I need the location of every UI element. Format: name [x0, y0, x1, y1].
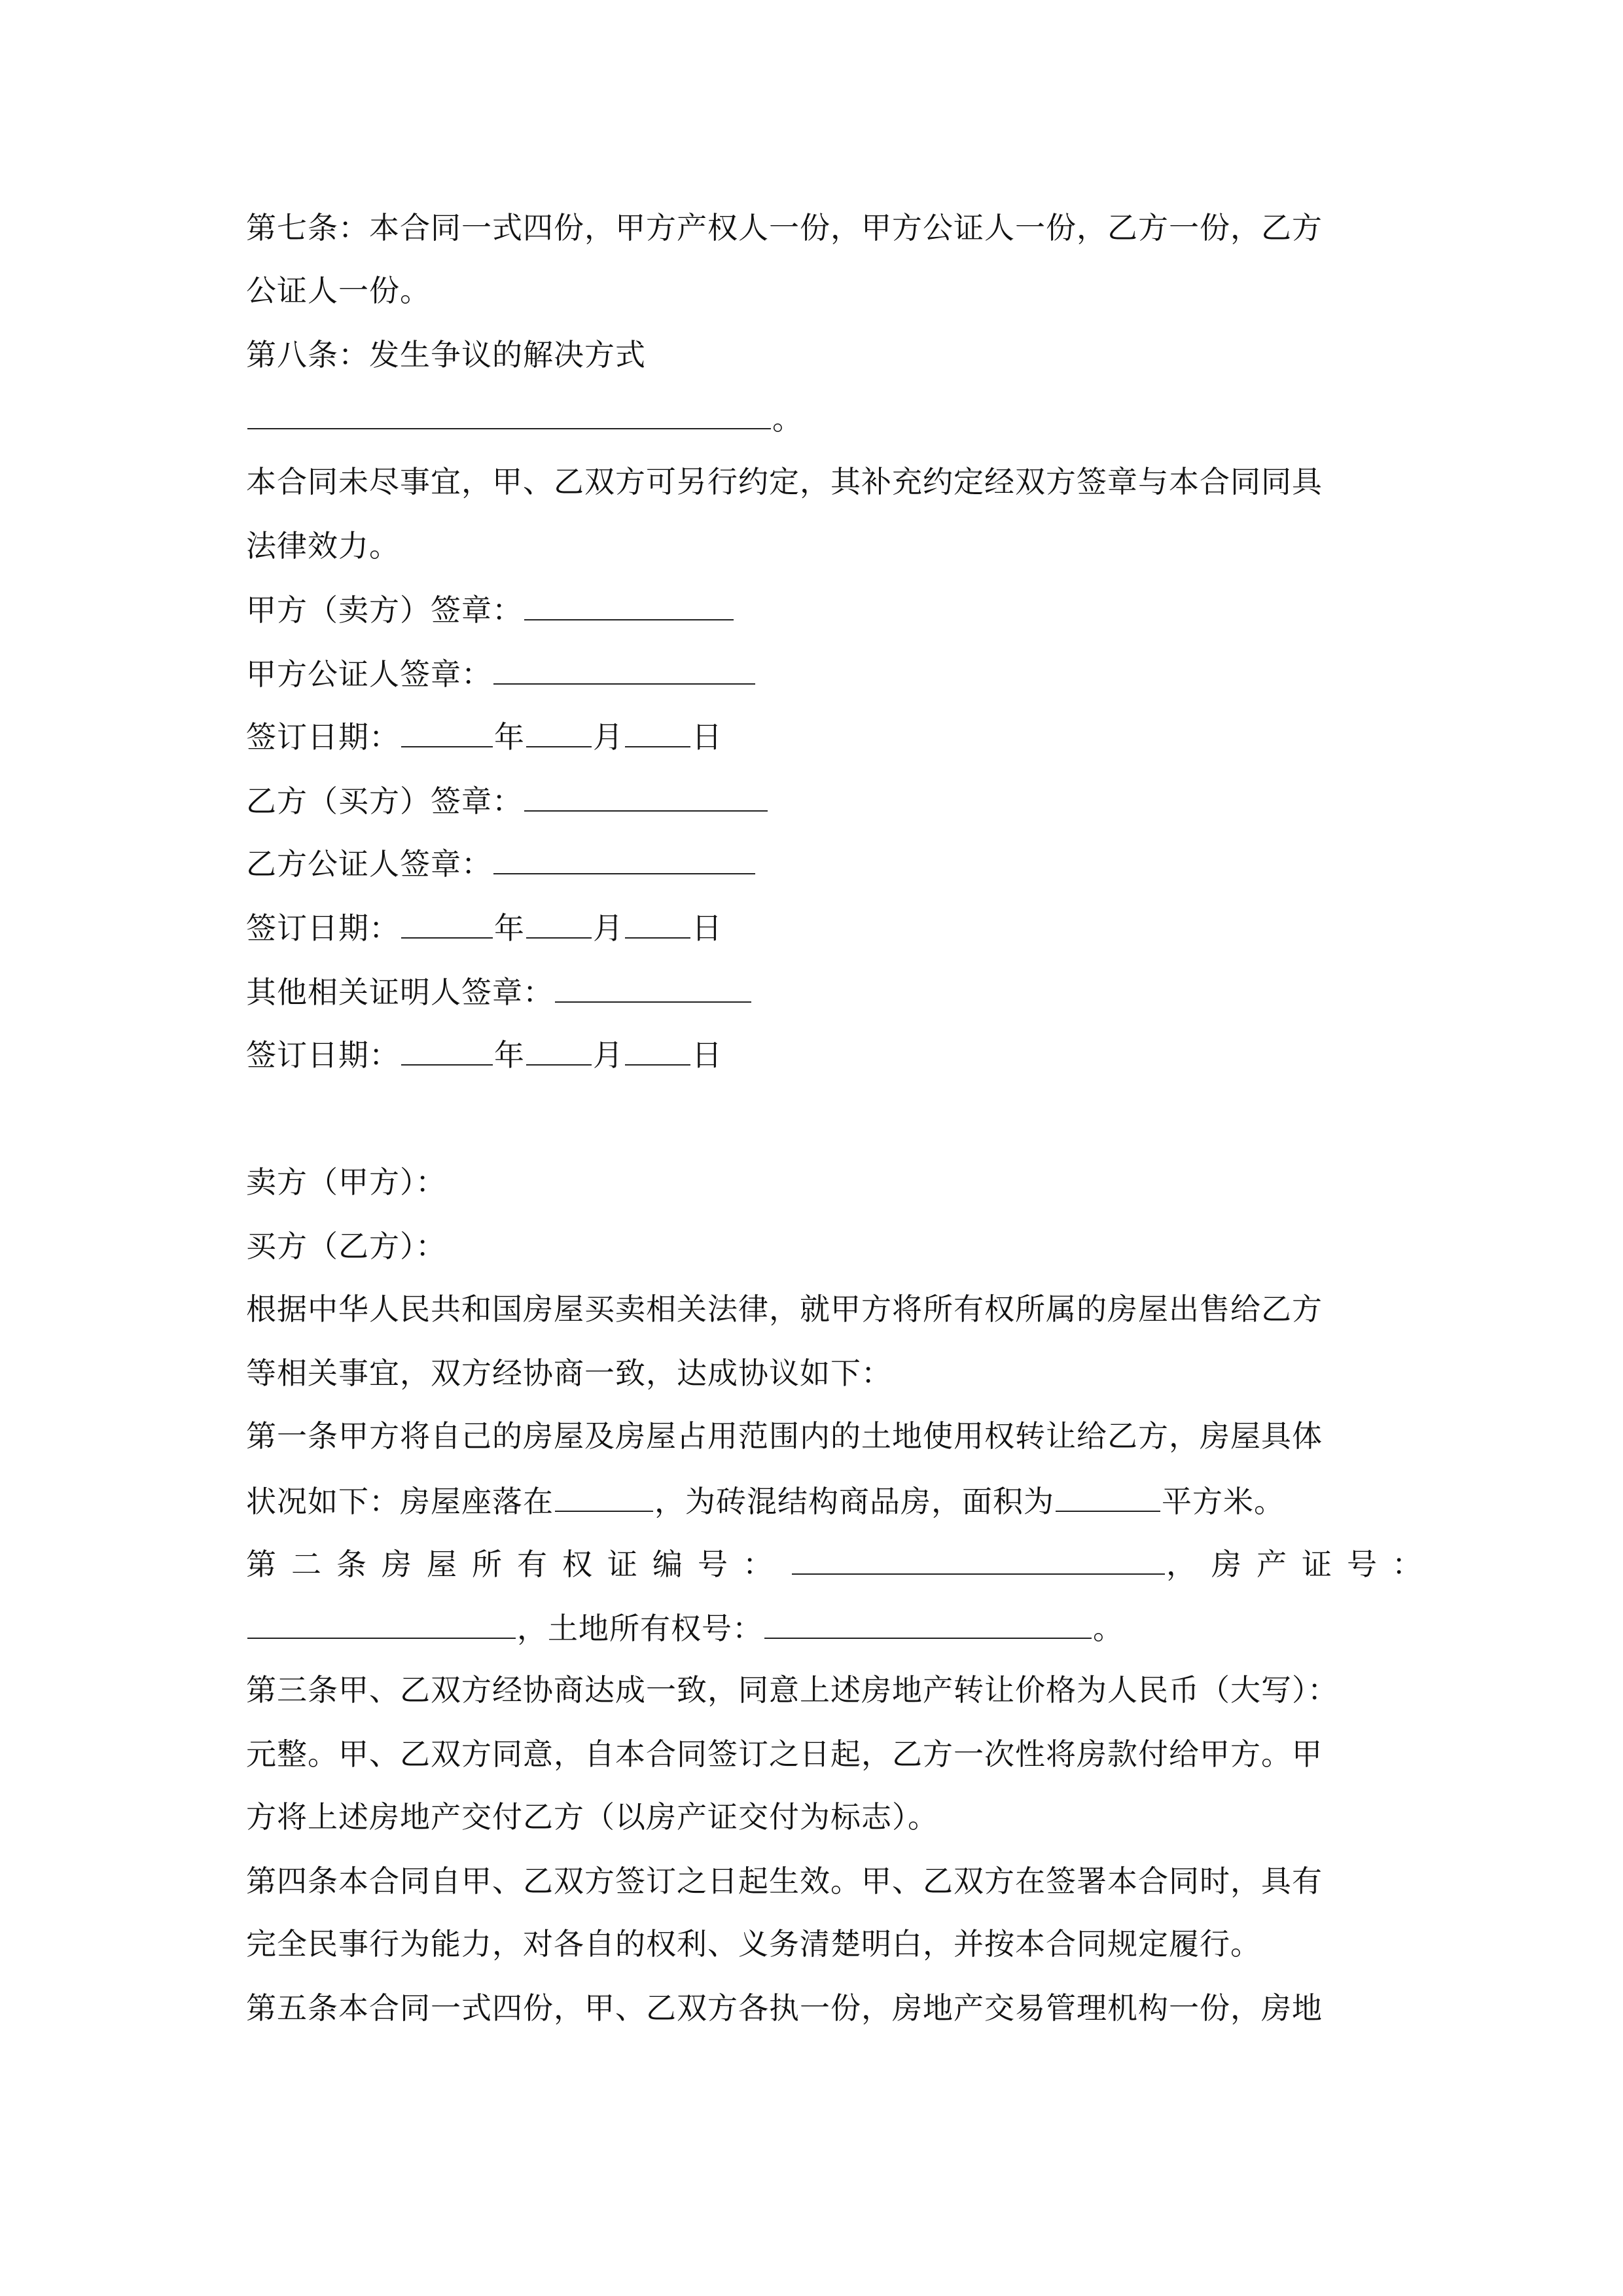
article-3-line-1: 第三条甲、乙双方经协商达成一致，同意上述房地产转让价格为人民币（大写）：	[246, 1672, 1338, 1708]
party-a-notary-row	[246, 653, 757, 692]
article-1-structure-text: ，为砖混结构商品房，面积为	[654, 1484, 1054, 1519]
party-a-seal-blank[interactable]	[524, 589, 734, 620]
article-4-line-1: 第四条本合同自甲、乙双方签订之日起生效。甲、乙双方在签署本合同时，具有	[246, 1863, 1323, 1899]
other-witness-blank[interactable]	[555, 971, 751, 1003]
sign-date-row-2	[246, 907, 722, 946]
sign-date-label: 签订日期：	[246, 1037, 400, 1073]
article-5-line-1: 第五条本合同一式四份，甲、乙双方各执一份，房地产交易管理机构一份，房地	[246, 1990, 1323, 2026]
day-blank[interactable]	[625, 907, 690, 939]
party-b-notary-blank[interactable]	[493, 843, 755, 874]
supplement-line-2: 法律效力。	[246, 528, 400, 564]
article-2-end: 。	[1093, 1611, 1124, 1646]
party-b-notary-row	[246, 843, 757, 882]
article-3-line-2: 元整。甲、乙双方同意，自本合同签订之日起，乙方一次性将房款付给甲方。甲	[246, 1736, 1323, 1772]
article-4-line-2: 完全民事行为能力，对各自的权利、义务清楚明白，并按本合同规定履行。	[246, 1926, 1261, 1962]
day-label: 日	[692, 1037, 722, 1073]
month-blank[interactable]	[526, 716, 592, 747]
article-7-line-2: 公证人一份。	[246, 273, 431, 308]
preamble-line-2: 等相关事宜，双方经协商一致，达成协议如下：	[246, 1355, 892, 1391]
month-label: 月	[593, 1037, 624, 1073]
sign-date-label: 签订日期：	[246, 719, 400, 755]
ownership-certificate-label: 第二条房屋所有权证编号：	[246, 1547, 788, 1582]
party-a-seal-row	[246, 589, 735, 628]
property-certificate-blank[interactable]	[247, 1607, 516, 1639]
party-a-seal-label: 甲方（卖方）签章：	[246, 592, 523, 628]
party-b-seal-blank[interactable]	[524, 780, 768, 812]
preamble-line-1: 根据中华人民共和国房屋买卖相关法律，就甲方将所有权所属的房屋出售给乙方	[246, 1291, 1323, 1327]
month-label: 月	[593, 719, 624, 755]
article-8-end: 。	[772, 401, 803, 437]
sign-date-row-1	[246, 716, 722, 755]
other-witness-row	[246, 971, 753, 1011]
sign-date-label: 签订日期：	[246, 910, 400, 946]
party-a-notary-label: 甲方公证人签章：	[246, 656, 492, 692]
ownership-certificate-blank[interactable]	[792, 1543, 1165, 1575]
year-label: 年	[494, 719, 525, 755]
day-label: 日	[692, 719, 722, 755]
land-ownership-blank[interactable]	[764, 1607, 1092, 1639]
article-8-blank-line	[246, 398, 803, 437]
supplement-line-1: 本合同未尽事宜，甲、乙双方可另行约定，其补充约定经双方签章与本合同同具	[246, 464, 1323, 499]
house-area-blank[interactable]	[1056, 1480, 1160, 1512]
article-1-line-2	[246, 1480, 1285, 1520]
party-a-notary-blank[interactable]	[493, 653, 755, 685]
party-b-notary-label: 乙方公证人签章：	[246, 846, 492, 882]
sign-date-row-3	[246, 1034, 722, 1073]
year-blank[interactable]	[401, 907, 493, 939]
article-1-area-unit: 平方米。	[1162, 1484, 1285, 1519]
year-blank[interactable]	[401, 1034, 493, 1066]
land-ownership-label: ，土地所有权号：	[517, 1611, 763, 1646]
other-witness-label: 其他相关证明人签章：	[246, 975, 554, 1010]
article-2-line-1	[246, 1543, 1437, 1583]
dispute-resolution-blank[interactable]	[247, 398, 771, 429]
property-certificate-label: ，房产证号：	[1166, 1547, 1437, 1582]
article-2-line-2	[246, 1607, 1124, 1647]
year-blank[interactable]	[401, 716, 493, 747]
article-1-line-1: 第一条甲方将自己的房屋及房屋占用范围内的土地使用权转让给乙方，房屋具体	[246, 1418, 1323, 1454]
day-blank[interactable]	[625, 1034, 690, 1066]
party-b-seal-row	[246, 780, 769, 819]
day-blank[interactable]	[625, 716, 690, 747]
article-3-line-3: 方将上述房地产交付乙方（以房产证交付为标志）。	[246, 1799, 938, 1835]
year-label: 年	[494, 1037, 525, 1073]
day-label: 日	[692, 910, 722, 946]
party-b-seal-label: 乙方（买方）签章：	[246, 783, 523, 819]
buyer-label: 买方（乙方）：	[246, 1229, 446, 1264]
seller-label: 卖方（甲方）：	[246, 1164, 446, 1200]
article-8-title: 第八条：发生争议的解决方式	[246, 337, 646, 372]
article-7-line-1: 第七条：本合同一式四份，甲方产权人一份，甲方公证人一份，乙方一份，乙方	[246, 210, 1323, 245]
year-label: 年	[494, 910, 525, 946]
month-blank[interactable]	[526, 907, 592, 939]
month-blank[interactable]	[526, 1034, 592, 1066]
house-location-blank[interactable]	[555, 1480, 653, 1512]
month-label: 月	[593, 910, 624, 946]
article-1-location-label: 状况如下：房屋座落在	[246, 1484, 554, 1519]
